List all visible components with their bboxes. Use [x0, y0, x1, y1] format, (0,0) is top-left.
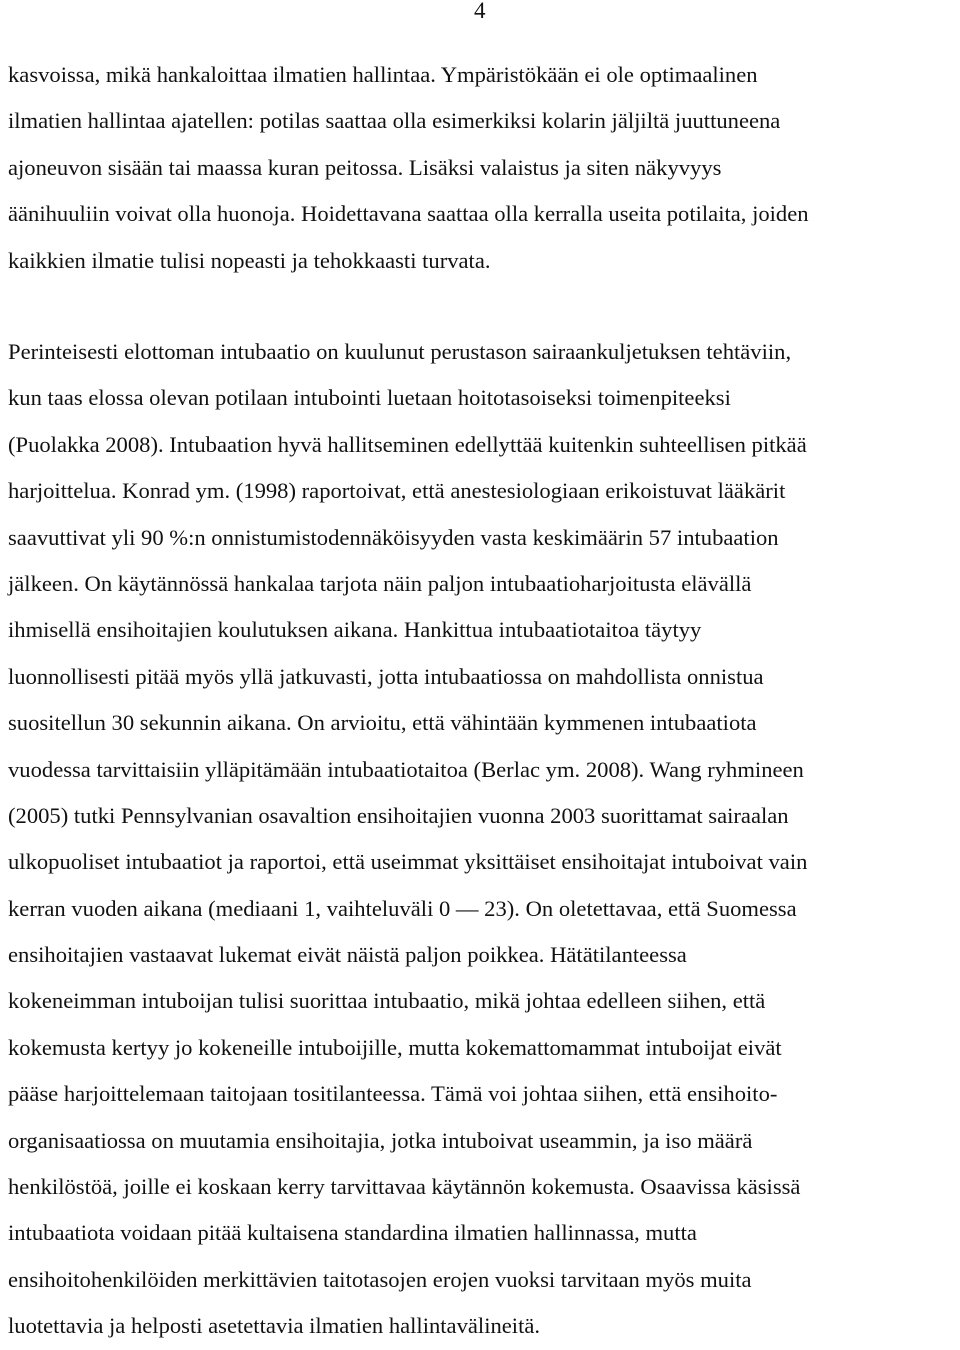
text-line: pääse harjoittelemaan taitojaan tositilanteessa. Tämä voi johtaa siihen, että ensihoito- [8, 1081, 778, 1107]
text-line: ajoneuvon sisään tai maassa kuran peitossa. Lisäksi valaistus ja siten näkyvyys [8, 154, 722, 180]
text-line: intubaatiota voidaan pitää kultaisena standardina ilmatien hallinnassa, mutta [8, 1220, 697, 1246]
text-line: saavuttivat yli 90 %:n onnistumistodennäköisyyden vasta keskimäärin 57 intubaation [8, 524, 779, 550]
text-line: ulkopuoliset intubaatiot ja raportoi, että useimmat yksittäiset ensihoitajat intuboivat vain [8, 849, 808, 875]
text-line: luonnollisesti pitää myös yllä jatkuvasti, jotta intubaatiossa on mahdollista onnistua [8, 663, 764, 689]
text-line: ensihoitohenkilöiden merkittävien taitotasojen erojen vuoksi tarvitaan myös muita [8, 1266, 752, 1292]
text-line: jälkeen. On käytännössä hankalaa tarjota näin paljon intubaatioharjoitusta elävällä [8, 570, 752, 596]
text-line: kaikkien ilmatie tulisi nopeasti ja tehokkaasti turvata. [8, 247, 491, 273]
text-line: organisaatiossa on muutamia ensihoitajia, jotka intuboivat useammin, ja iso määrä [8, 1127, 753, 1153]
text-line: ihmisellä ensihoitajien koulutuksen aikana. Hankittua intubaatiotaitoa täytyy [8, 617, 702, 643]
text-line: (2005) tutki Pennsylvanian osavaltion ensihoitajien vuonna 2003 suorittamat sairaalan [8, 802, 789, 828]
text-line: luotettavia ja helposti asetettavia ilmatien hallintavälineitä. [8, 1313, 541, 1339]
text-line: ilmatien hallintaa ajatellen: potilas saattaa olla esimerkiksi kolarin jäljiltä juuttuneena [8, 108, 781, 134]
text-line: Perinteisesti elottoman intubaatio on kuulunut perustason sairaankuljetuksen tehtäviin, [8, 339, 792, 364]
page-number: 4 [474, 0, 486, 23]
text-line: harjoittelua. Konrad ym. (1998) raportoivat, että anestesiologiaan erikoistuvat lääkärit [8, 478, 786, 504]
text-line: henkilöstöä, joille ei koskaan kerry tarvittavaa käytännön kokemusta. Osaavissa käsissä [8, 1174, 801, 1200]
text-line: kokemusta kertyy jo kokeneille intuboijille, mutta kokemattomammat intuboijat eivät [8, 1034, 782, 1060]
text-line: kokeneimman intuboijan tulisi suorittaa intubaatio, mikä johtaa edelleen siihen, että [8, 988, 766, 1014]
paragraph-1 [8, 52, 958, 284]
text-line: (Puolakka 2008). Intubaation hyvä hallitseminen edellyttää kuitenkin suhteellisen pitkää [8, 431, 807, 457]
text-line: suositellun 30 sekunnin aikana. On arvioitu, että vähintään kymmenen intubaatiota [8, 710, 757, 736]
paragraph-2 [8, 329, 958, 1350]
text-line: kun taas elossa olevan potilaan intubointi luetaan hoitotasoiseksi toimenpiteeksi [8, 385, 731, 411]
text-line: kerran vuoden aikana (mediaani 1, vaihteluväli 0 — 23). On oletettavaa, että Suomessa [8, 895, 797, 921]
text-line: ensihoitajien vastaavat lukemat eivät näistä paljon poikkea. Hätätilanteessa [8, 942, 687, 968]
text-line: vuodessa tarvittaisiin ylläpitämään intubaatiotaitoa (Berlac ym. 2008). Wang ryhmineen [8, 756, 804, 782]
text-line: kasvoissa, mikä hankaloittaa ilmatien hallintaa. Ympäristökään ei ole optimaalinen [8, 62, 758, 87]
text-line: äänihuuliin voivat olla huonoja. Hoidettavana saattaa olla kerralla useita potilaita, joiden [8, 201, 809, 227]
